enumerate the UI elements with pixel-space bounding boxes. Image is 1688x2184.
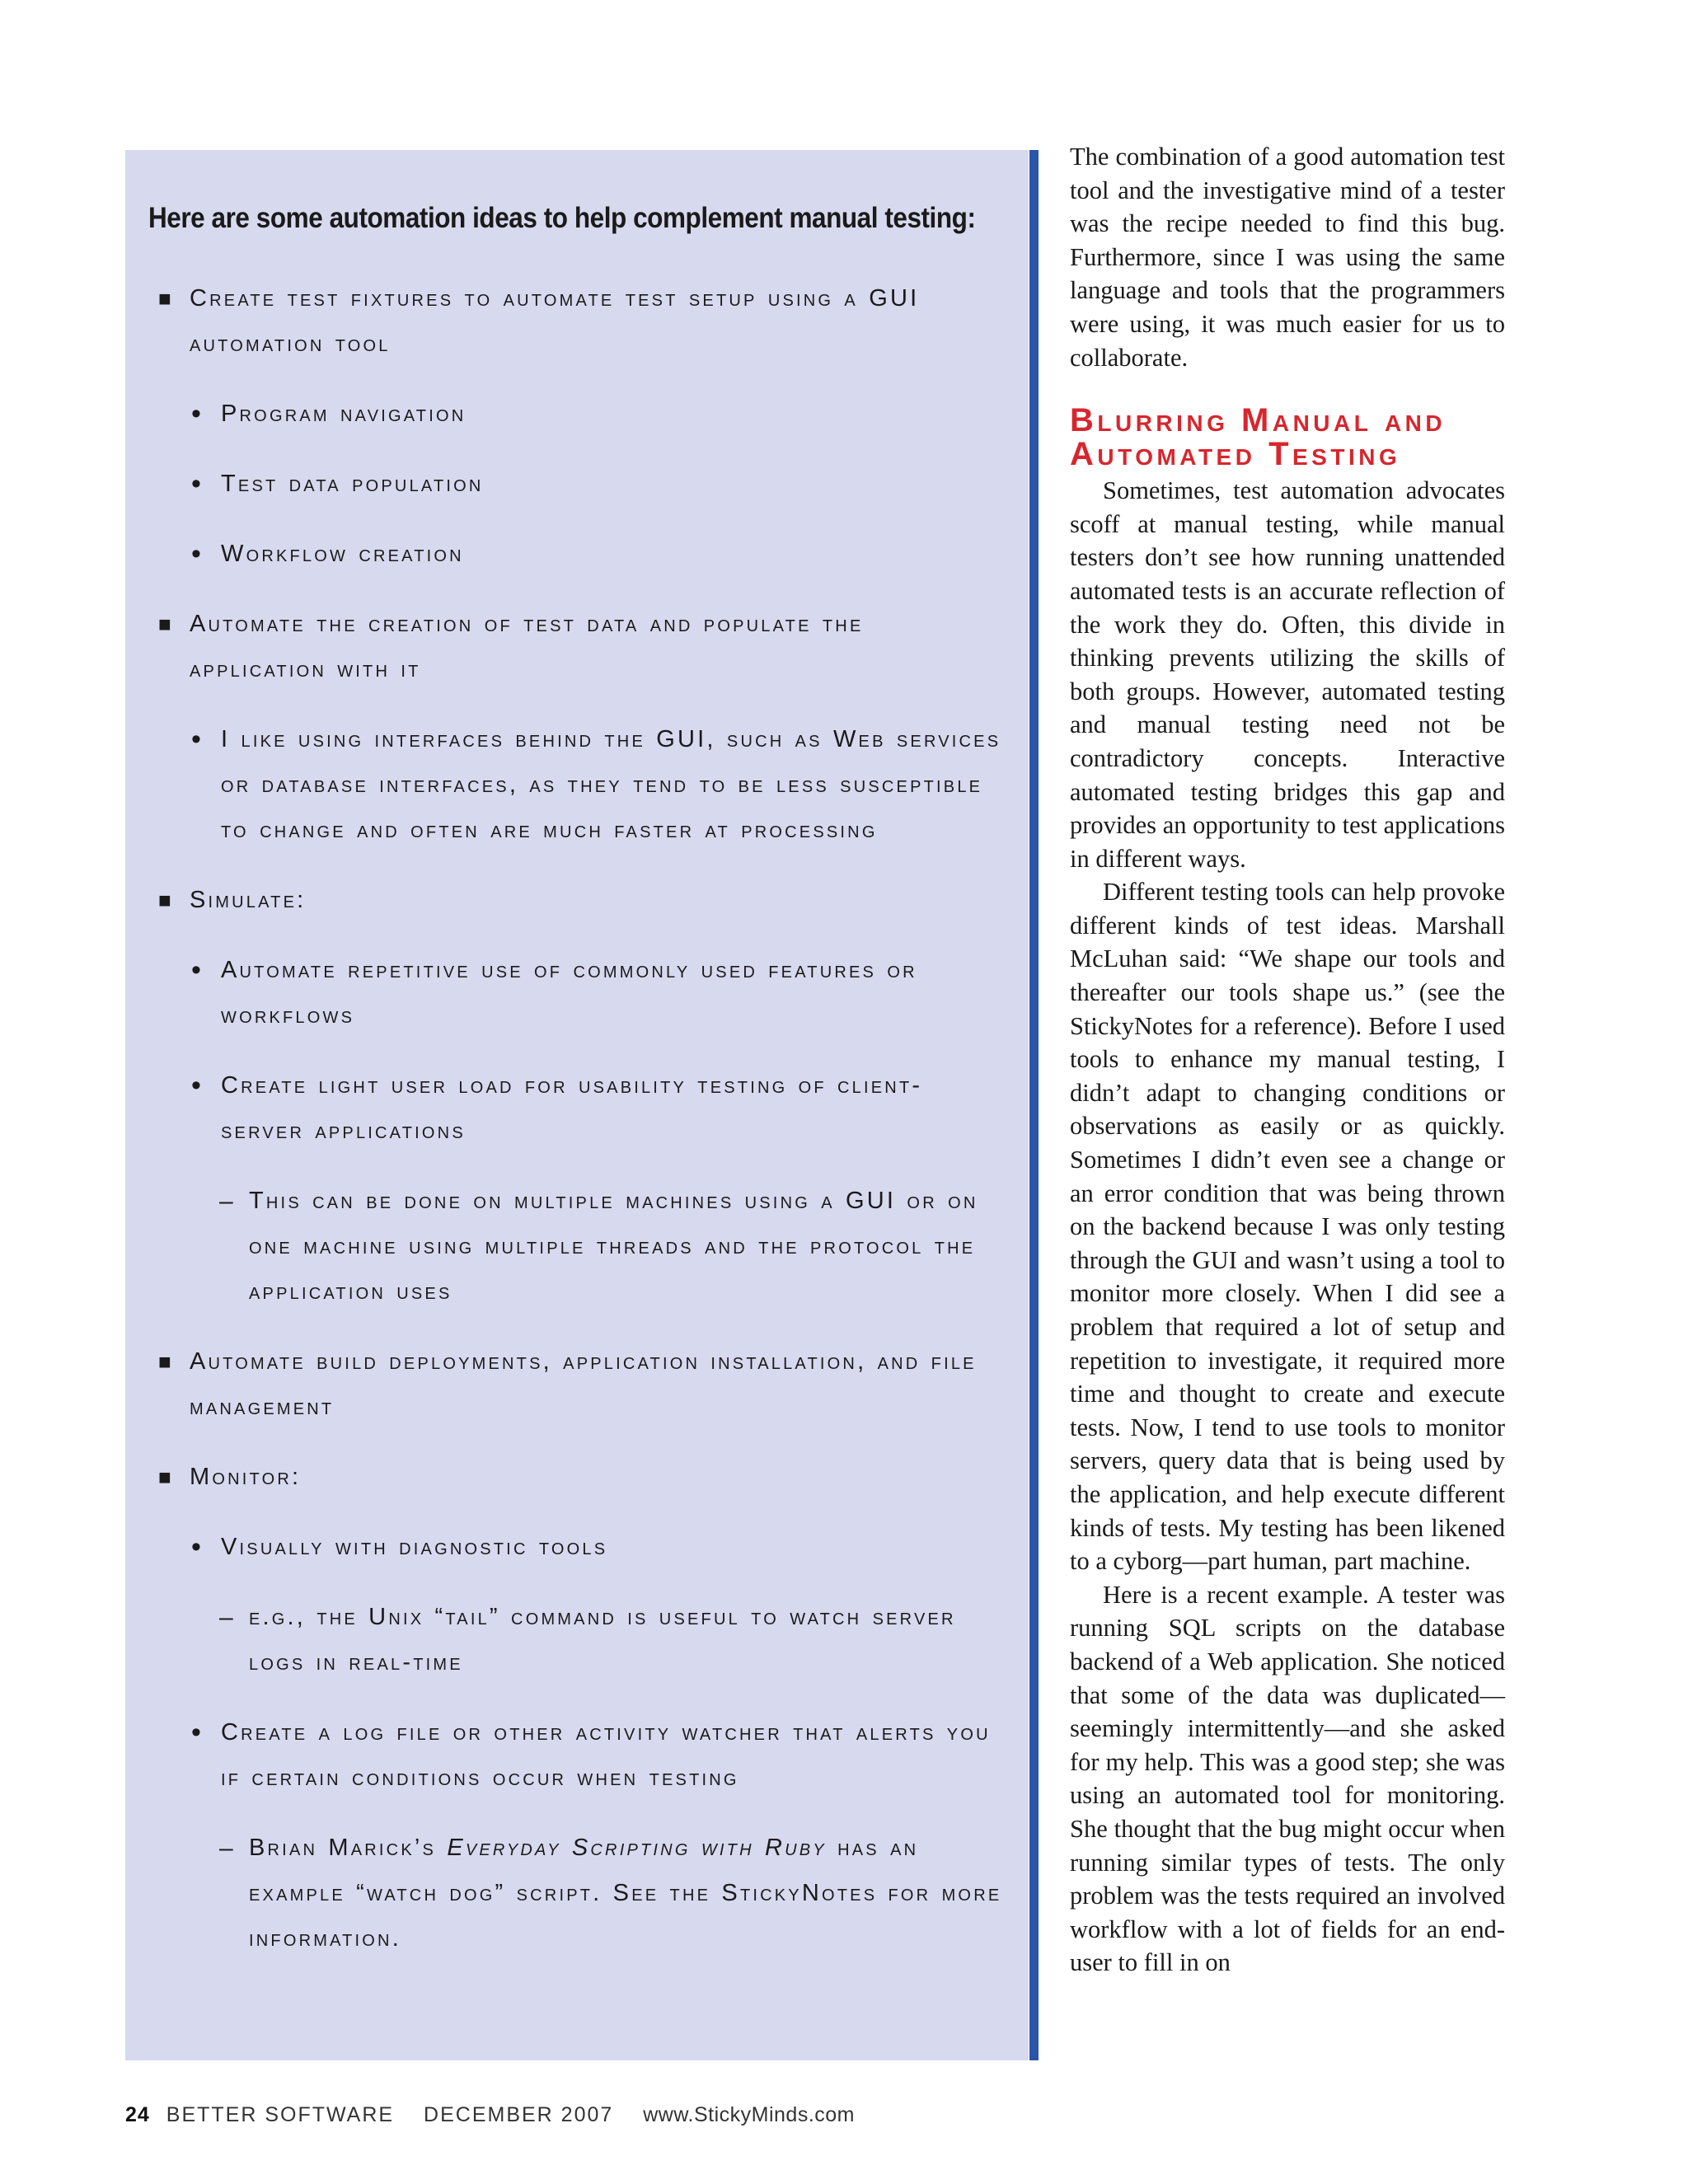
sidebar-list-item	[148, 1339, 1006, 1430]
bullet-dash-icon: –	[219, 1834, 233, 1862]
bullet-square-icon: ■	[158, 1464, 171, 1489]
sidebar-list-item	[148, 1710, 1006, 1801]
section-heading: Blurring Manual and Automated Testing	[1070, 402, 1447, 472]
sidebar-item-text: This can be done on multiple machines using a GUI or on one machine using multiple threads and the protocol the application uses	[249, 1187, 978, 1305]
sidebar-item-text: has an example “watch dog” script. See the StickyNotes for more information.	[249, 1834, 1002, 1952]
bullet-dot-icon: •	[191, 723, 201, 755]
sidebar-box	[125, 150, 1029, 2060]
book-title: Everyday Scripting with Ruby	[447, 1834, 827, 1861]
bullet-dot-icon: •	[191, 397, 201, 429]
issue-date: DECEMBER 2007	[424, 2103, 614, 2126]
bullet-dot-icon: •	[191, 467, 201, 499]
sidebar-list-item	[148, 1063, 1006, 1154]
sidebar-list-item	[148, 391, 1006, 437]
sidebar-list-item	[148, 462, 1006, 507]
website-link[interactable]: www.StickyMinds.com	[643, 2103, 855, 2126]
sidebar-list-item	[148, 1179, 1006, 1315]
sidebar-list-item	[148, 1595, 1006, 1685]
sidebar-list-item	[148, 276, 1006, 367]
sidebar-list-item	[148, 1525, 1006, 1570]
body-paragraph: Different testing tools can help provoke different kinds of test ideas. Marshall McLuhan said: “We shape our tools and thereafter our tools shape us.” (see the StickyNotes for a reference). Before I used tools to enhance my manual testing, I didn’t adapt to changing conditions or observations as easily or as quickly. Sometimes I didn’t even see a change or an error condition that was being thrown on the backend because I was only testing through the GUI and wasn’t using a tool to monitor more closely. When I did see a problem that required a lot of setup and repetition to investigate, it required more time and thought to create and execute tests. Now, I tend to use tools to monitor servers, query data that is being used by the application, and help execute different kinds of tests. My testing has been likened to a cyborg—part human, part machine.	[1070, 878, 1505, 1576]
sidebar-item-text: Brian Marick’s	[249, 1834, 448, 1861]
sidebar-list-item	[148, 717, 1006, 853]
sidebar-list-item	[148, 532, 1006, 577]
bullet-square-icon: ■	[158, 285, 171, 311]
sidebar-title: Here are some automation ideas to help complement manual testing:	[148, 202, 976, 234]
bullet-square-icon: ■	[158, 611, 171, 636]
sidebar-divider	[1029, 150, 1039, 2060]
sidebar-item-text: Create a log file or other activity watcher that alerts you if certain conditions occur when testing	[221, 1718, 991, 1791]
sidebar-item-text: I like using interfaces behind the GUI, such as Web services or database interfaces, as they tend to be less susceptible to change and often are much faster at processing	[221, 725, 1001, 843]
sidebar-item-text: Monitor:	[190, 1463, 302, 1490]
bullet-dash-icon: –	[219, 1187, 233, 1215]
sidebar-item-text: Automate the creation of test data and populate the application with it	[190, 610, 864, 682]
sidebar-list	[148, 276, 1006, 1961]
sidebar-item-text: Program navigation	[221, 400, 467, 427]
bullet-square-icon: ■	[158, 887, 171, 912]
intro-paragraph: The combination of a good automation test tool and the investigative mind of a tester was the recipe needed to find this bug. Furthermore, since I was using the same language and tools that the programmers were using, it was much easier for us to collaborate.	[1070, 143, 1505, 372]
article-column	[1070, 140, 1505, 1980]
sidebar-item-text: Automate repetitive use of commonly used features or workflows	[221, 956, 917, 1029]
sidebar-list-item	[148, 948, 1006, 1038]
sidebar-list-item	[148, 1455, 1006, 1500]
sidebar-list-item	[148, 1825, 1006, 1961]
sidebar-item-text: e.g., the Unix “tail” command is useful to watch server logs in real-time	[249, 1603, 956, 1675]
sidebar-list-item	[148, 602, 1006, 692]
page-number: 24	[125, 2103, 150, 2126]
bullet-dot-icon: •	[191, 1069, 201, 1101]
bullet-square-icon: ■	[158, 1348, 171, 1374]
publication-name: BETTER SOFTWARE	[166, 2103, 395, 2126]
body-paragraph: Sometimes, test automation advocates scoff at manual testing, while manual testers don’t see how running unattended automated tests is an accurate reflection of the work they do. Often, this divide in thinking prevents utilizing the skills of both groups. However, automated testing and manual testing need not be contradictory concepts. Interactive automated testing bridges this gap and provides an opportunity to test applications in different ways.	[1070, 476, 1505, 873]
sidebar-item-text: Automate build deployments, application installation, and file management	[190, 1347, 977, 1420]
body-paragraph: Here is a recent example. A tester was running SQL scripts on the database backend of a Web application. She noticed that some of the data was duplicated—seemingly intermittently—and she asked for my help. This was a good step; she was using an automated tool for monitoring. She thought that the bug might occur when running similar types of tests. The only problem was the tests required an involved workflow with a lot of fields for an end-user to fill in on	[1070, 1580, 1505, 1977]
bullet-dot-icon: •	[191, 954, 201, 986]
sidebar-item-text: Test data population	[221, 470, 484, 497]
sidebar-item-text: Simulate:	[190, 886, 307, 913]
sidebar-list-item	[148, 878, 1006, 923]
sidebar-item-text: Visually with diagnostic tools	[221, 1533, 608, 1560]
page-footer	[125, 2103, 855, 2127]
bullet-dash-icon: –	[219, 1603, 233, 1631]
bullet-dot-icon: •	[191, 1716, 201, 1748]
bullet-dot-icon: •	[191, 1530, 201, 1563]
bullet-dot-icon: •	[191, 537, 201, 569]
sidebar-item-text: Create test fixtures to automate test setup using a GUI automation tool	[190, 284, 920, 357]
sidebar-item-text: Workflow creation	[221, 540, 464, 567]
sidebar-item-text: Create light user load for usability testing of client-server applications	[221, 1071, 923, 1144]
